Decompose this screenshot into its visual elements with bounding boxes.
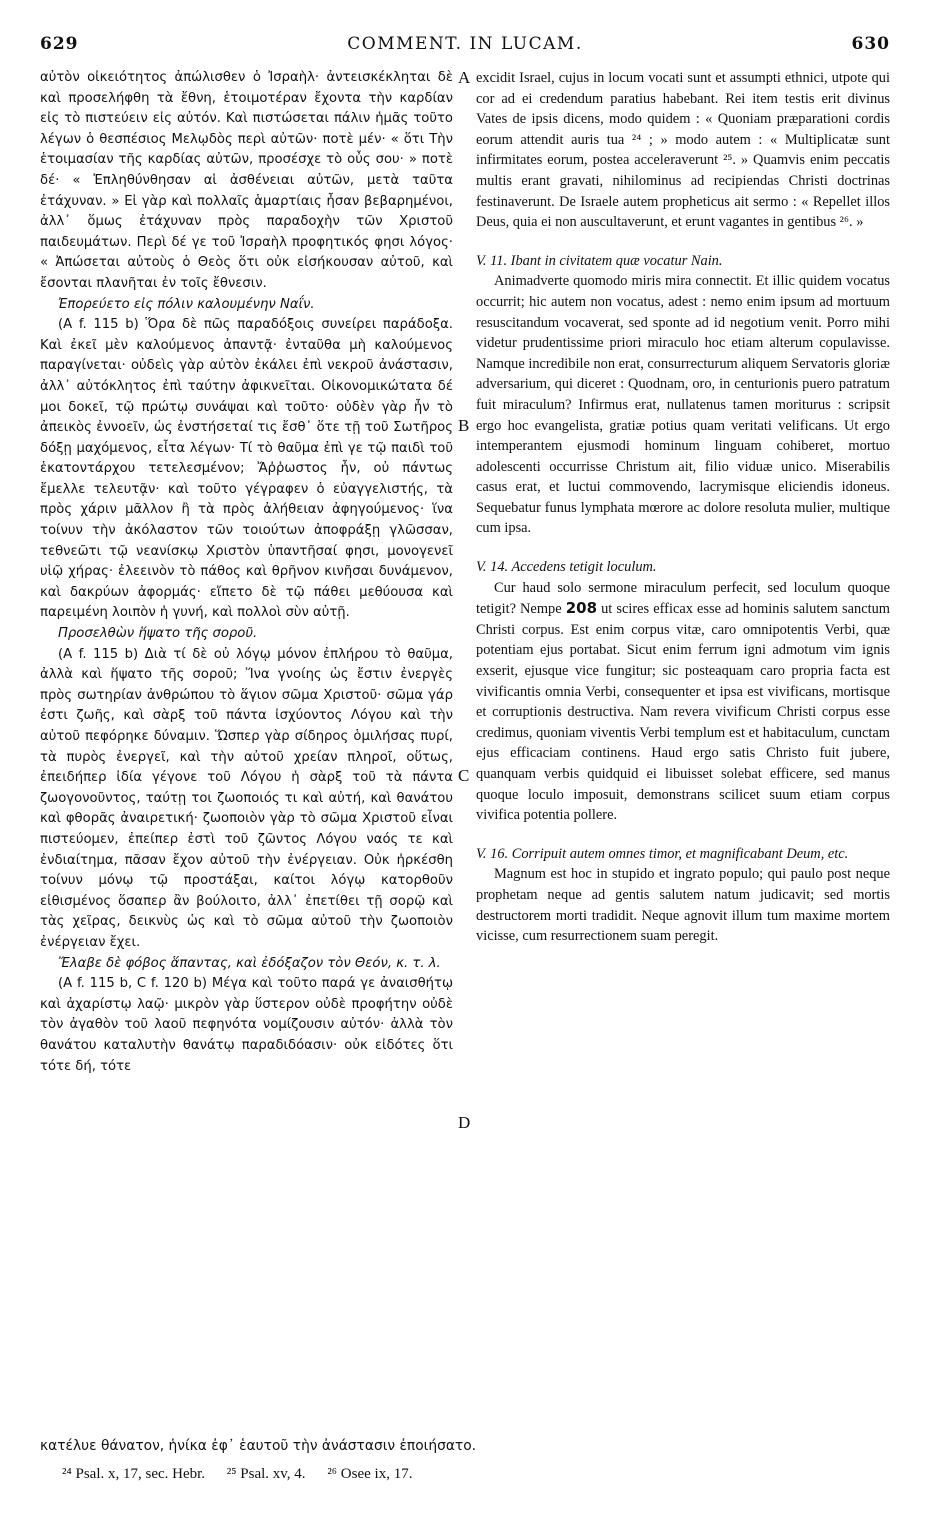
latin-paragraph-3 <box>476 578 890 826</box>
latin-lemma-1: V. 11. Ibant in civitatem quæ vocatur Nain. <box>476 252 723 269</box>
latin-column <box>476 68 890 947</box>
greek-paragraph-4: (A f. 115 b, C f. 120 b) Μέγα καὶ τοῦτο παρά γε ἀναισθήτῳ καὶ ἀχαρίστῳ λαῷ· μικρὸν γὰρ ὕστερον οὐδὲ προφήτην οὐδὲ τὸν ἀγαθὸν τοῦ λαοῦ πεφηνότα νομίζουσιν αὐτόν· ἀλλὰ τὸν θανάτου καταλυτὴν θανάτῳ παραδιδόασιν· οὐκ εἰδότες ὅτι τότε δή, τότε <box>40 976 453 1074</box>
page-number-left: 629 <box>40 34 79 54</box>
greek-lemma-1: Ἐπορεύετο εἰς πόλιν καλουμένην Ναΐν. <box>58 296 315 312</box>
running-header <box>40 34 890 58</box>
latin-lemma-2: V. 14. Accedens tetigit loculum. <box>476 559 657 576</box>
greek-closing-line: κατέλυε θάνατον, ἡνίκα ἐφ᾽ ἑαυτοῦ τὴν ἀνάστασιν ἐποιήσατο. <box>40 1438 477 1454</box>
footnote-26: ²⁶ Osee ix, 17. <box>327 1466 413 1482</box>
greek-column <box>40 68 453 1077</box>
margin-letter-b: B <box>458 416 470 435</box>
footnotes <box>62 1466 430 1483</box>
margin-letter-c: C <box>458 766 470 785</box>
greek-paragraph-2: (A f. 115 b) Ὅρα δὲ πῶς παραδόξοις συνείρει παράδοξα. Καὶ ἐκεῖ μὲν καλούμενος ἀπαντᾷ· ἐνταῦθα μὴ καλούμενος παραγίνεται· οὐδεὶς γὰρ αὐτὸν ἐκάλει ἐπὶ νεκροῦ ἀνάστασιν, ἀλλ᾽ αὐτόκλητος ἐπὶ ταύτην ἀφικνεῖται. Οἰκονομικώτατα δέ μοι δοκεῖ, τῷ πρώτῳ συνάψαι καὶ τοῦτο· οὐδὲν γὰρ ἦν τὸ ἀπεικὸς ἐννοεῖν, ὡς ἐνστήσεταί τις ἔσθ᾽ ὅτε τῇ τοῦ Σωτῆρος δόξῃ μαχόμενος, εἶτα λέγων· Τί τὸ θαῦμα ἐπὶ γε τῷ παιδὶ τοῦ ἑκατοντάρχου τετελεσμένον; Ἄῤῥωστος ἦν, οὐ πάντως ἔμελλε τελευτᾷν· καὶ τοῦτο γέγραφεν ὁ εὐαγγελιστής, τὰ πρὸς χάριν μᾶλλον ἢ τὰ πρὸς ἀλήθειαν ἀφηγούμενος· ἵνα τοίνυν τὴν ἀκόλαστον τῶν τοιούτων ἀποφράξῃ γλῶσσαν, τεθνεῶτι τῷ νεανίσκῳ Χριστὸν ὑπαντῆσαί φησι, μονογενεῖ υἱῷ χήρας· ἐλεεινὸν τὸ πάθος καὶ θρῆνον κινῆσαι δυνάμενον, καὶ δακρύων ἀφορμάς· εἴπετο δὲ τῷ πάθει μεθύουσα καὶ παρειμένη λοιπὸν ἡ γυνή, καὶ πολλοὶ σὺν αὐτῇ. <box>40 317 453 621</box>
latin-paragraph-2: Animadverte quomodo miris mira connectit. Et illic quidem vocatus occurrit; hic autem non vocatus, adest : nemo enim ipsum ad mortuum resuscitandum vocaverat, sed sponte ad id negotium venit. Porro mihi videtur prudentissime priori miraculo hoc etiam alterum copulavisse. Namque incredibile non erat, consurrecturum aliquem Servatoris gloriæ adversarium, qui diceret : Quodnam, oro, in centurionis puero patratum fuit miraculum? Infirmus erat, nullatenus tamen moriturus : scripsit ergo hoc evangelista, gratiæ potius quam veritati velificans. Ut ergo intemperantem ejusmodi hominum linguam cohiberet, mortuo adolescenti occurrisse Christum ait, filio viduæ unico. Miserabilis casus erat, et luctui commovendo, lacrymisque eliciendis idoneus. Sequebatur funus lymphata mœrore ac dolore resoluta mulier, multique cum ipsa. <box>476 273 891 537</box>
column-number: 208 <box>565 599 598 618</box>
greek-lemma-2: Προσελθὼν ἥψατο τῆς σοροῦ. <box>58 626 258 642</box>
footnote-24: ²⁴ Psal. x, 17, sec. Hebr. <box>62 1466 206 1482</box>
latin-lemma-3: V. 16. Corripuit autem omnes timor, et magnificabant Deum, etc. <box>476 845 849 862</box>
greek-paragraph-1: αὐτὸν οἰκειότητος ἀπώλισθεν ὁ Ἰσραὴλ· ἀντεισκέκληται δὲ καὶ προσελήφθη τὰ ἔθνη, ἑτοιμοτέραν ἔχοντα τὴν καρδίαν εἰς τὸ πιστεύειν εἰς αὐτόν. Καὶ πιστώσεται πάλιν ἡμᾶς τοῦτο λέγων ὁ θεσπέσιος Μελῳδὸς περὶ αὐτῶν· ποτὲ μέν· « ὅτι Τὴν ἑτοιμασίαν τῆς καρδίας αὐτῶν, προσέσχε τὸ οὖς σου· » ποτὲ δέ· « Ἐπληθύνθησαν αἱ ἀσθένειαι αὐτῶν, μετὰ ταῦτα ἐτάχυναν. » Εἰ γὰρ καὶ πολλαῖς ἁμαρτίαις ἦσαν βεβαρημένοι, ἀλλ᾽ ὅμως ἐτάχυναν πρὸς παραδοχὴν τῶν Χριστοῦ παιδευμάτων. Περὶ δέ γε τοῦ Ἰσραὴλ προφητικός φησι λόγος· « Ἀπώσεται αὐτοὺς ὁ Θεὸς ὅτι οὐκ εἰσήκουσαν αὐτοῦ, καὶ ἔσονται πλανῆται ἐν τοῖς ἔθνεσιν. <box>40 70 453 291</box>
running-title: COMMENT. IN LUCAM. <box>347 34 583 54</box>
footnote-25: ²⁵ Psal. xv, 4. <box>226 1466 306 1482</box>
latin-paragraph-1: excidit Israel, cujus in locum vocati sunt et assumpti ethnici, utpote qui cor ad ei credendum paratius habebant. Rei item testis erit divinus Vates de ipsis dicens, modo quidem : « Quoniam præparationi cordis eorum attendit auris tua ²⁴ ; » modo autem : « Multiplicatæ sunt infirmitates eorum, postea acceleraverunt ²⁵. » Quamvis enim peccatis multis erant gravati, nihilominus ad recipiendas Christi doctrinas festinaverunt. De Israele autem propheticus ait sermo : « Repellet illos Deus, quia ei non auscultaverunt, et erunt vagantes in gentibus ²⁶. » <box>476 70 890 231</box>
latin-paragraph-3-start: Cur haud solo sermone miraculum perfecit, sed loculum quoque tetigit? Nempe <box>476 579 890 618</box>
greek-paragraph-3: (A f. 115 b) Διὰ τί δὲ οὐ λόγῳ μόνον ἐπλήρου τὸ θαῦμα, ἀλλὰ καὶ ἥψατο τῆς σοροῦ; Ἵνα γνοίης ὡς ἔστιν ἐνεργὲς πρὸς σωτηρίαν ἀνθρώπου τὸ ἅγιον σῶμα Χριστοῦ· σῶμα γάρ ἐστι ζωῆς, καὶ σὰρξ τοῦ πάντα ἰσχύοντος Λόγου καὶ τὴν αὐτοῦ πεφόρηκε δύναμιν. Ὥσπερ γὰρ σίδηρος ὁμιλήσας πυρί, τὰ πυρὸς ἐνεργεῖ, καὶ τὴν αὐτοῦ χρείαν πληροῖ, οὕτως, ἐπειδήπερ ἰδία γέγονε τοῦ Λόγου ἡ σὰρξ τοῦ τὰ πάντα ζωογονοῦντος, ταύτῃ τοι ζωοποιός τι καὶ αὐτή, καὶ θανάτου καὶ φθορᾶς ἀναιρετική· ζωοποιὸν γὰρ τὸ σῶμα Χριστοῦ εἶναι πιστεύομεν, ἐπείπερ ἐστὶ τοῦ ζῶντος Λόγου ναός τε καὶ ἐνδιαίτημα, πᾶσαν ἔχον αὐτοῦ τὴν ἐνέργειαν. Οὐκ ἠρκέσθη τοίνυν μόνῳ τῷ προστάξαι, καίτοι λόγῳ κατορθοῦν εἰθισμένος ὅσαπερ ἂν βούλοιτο, ἀλλ᾽ ἐπετίθει τῇ σορῷ καὶ τὰς χεῖρας, δεικνὺς ὡς καὶ τὸ σῶμα αὐτοῦ τὴν ζωοποιὸν ἐνέργειαν ἔχει. <box>40 646 453 950</box>
page-number-right: 630 <box>851 34 890 54</box>
latin-paragraph-3-rest: ut scires efficax esse ad hominis salutem sanctum Christi corpus. Est enim corpus vitæ, caro omnipotentis Verbi, quæ potentiam ejus portabat. Sicut enim ferrum igni admotum vim ignis exserit, ejusque vice fungitur; sic posteaquam caro propria facta est vivificantis omnia Verbi, consequenter et ipsa est vivificans, mortisque et corruptionis destructiva. Nam revera vivificum Christi corpus esse credimus, quoniam viventis Verbi templum est et habitaculum, cunctam ejus efficaciam continens. Haud ergo satis Christo fuit jubere, quanquam verbis quidquid ei libuisset solebat efficere, sed manus quoque loculo imposuit, demonstrans scilicet suum etiam corpus vivifica potentia pollere. <box>476 601 890 824</box>
greek-lemma-3: Ἔλαβε δὲ φόβος ἅπαντας, καὶ ἐδόξαζον τὸν Θεόν, κ. τ. λ. <box>58 955 441 971</box>
margin-letter-a: A <box>458 68 471 87</box>
margin-letter-d: D <box>458 1113 471 1132</box>
latin-paragraph-4: Magnum est hoc in stupido et ingrato populo; qui paulo post neque prophetam neque ad gentis salutem natum judicavit; sed mortis destructorem morti tradidit. Neque agnovit illum tum maxime mortem vicisse, cum resurrectionem suam peregit. <box>476 866 890 945</box>
